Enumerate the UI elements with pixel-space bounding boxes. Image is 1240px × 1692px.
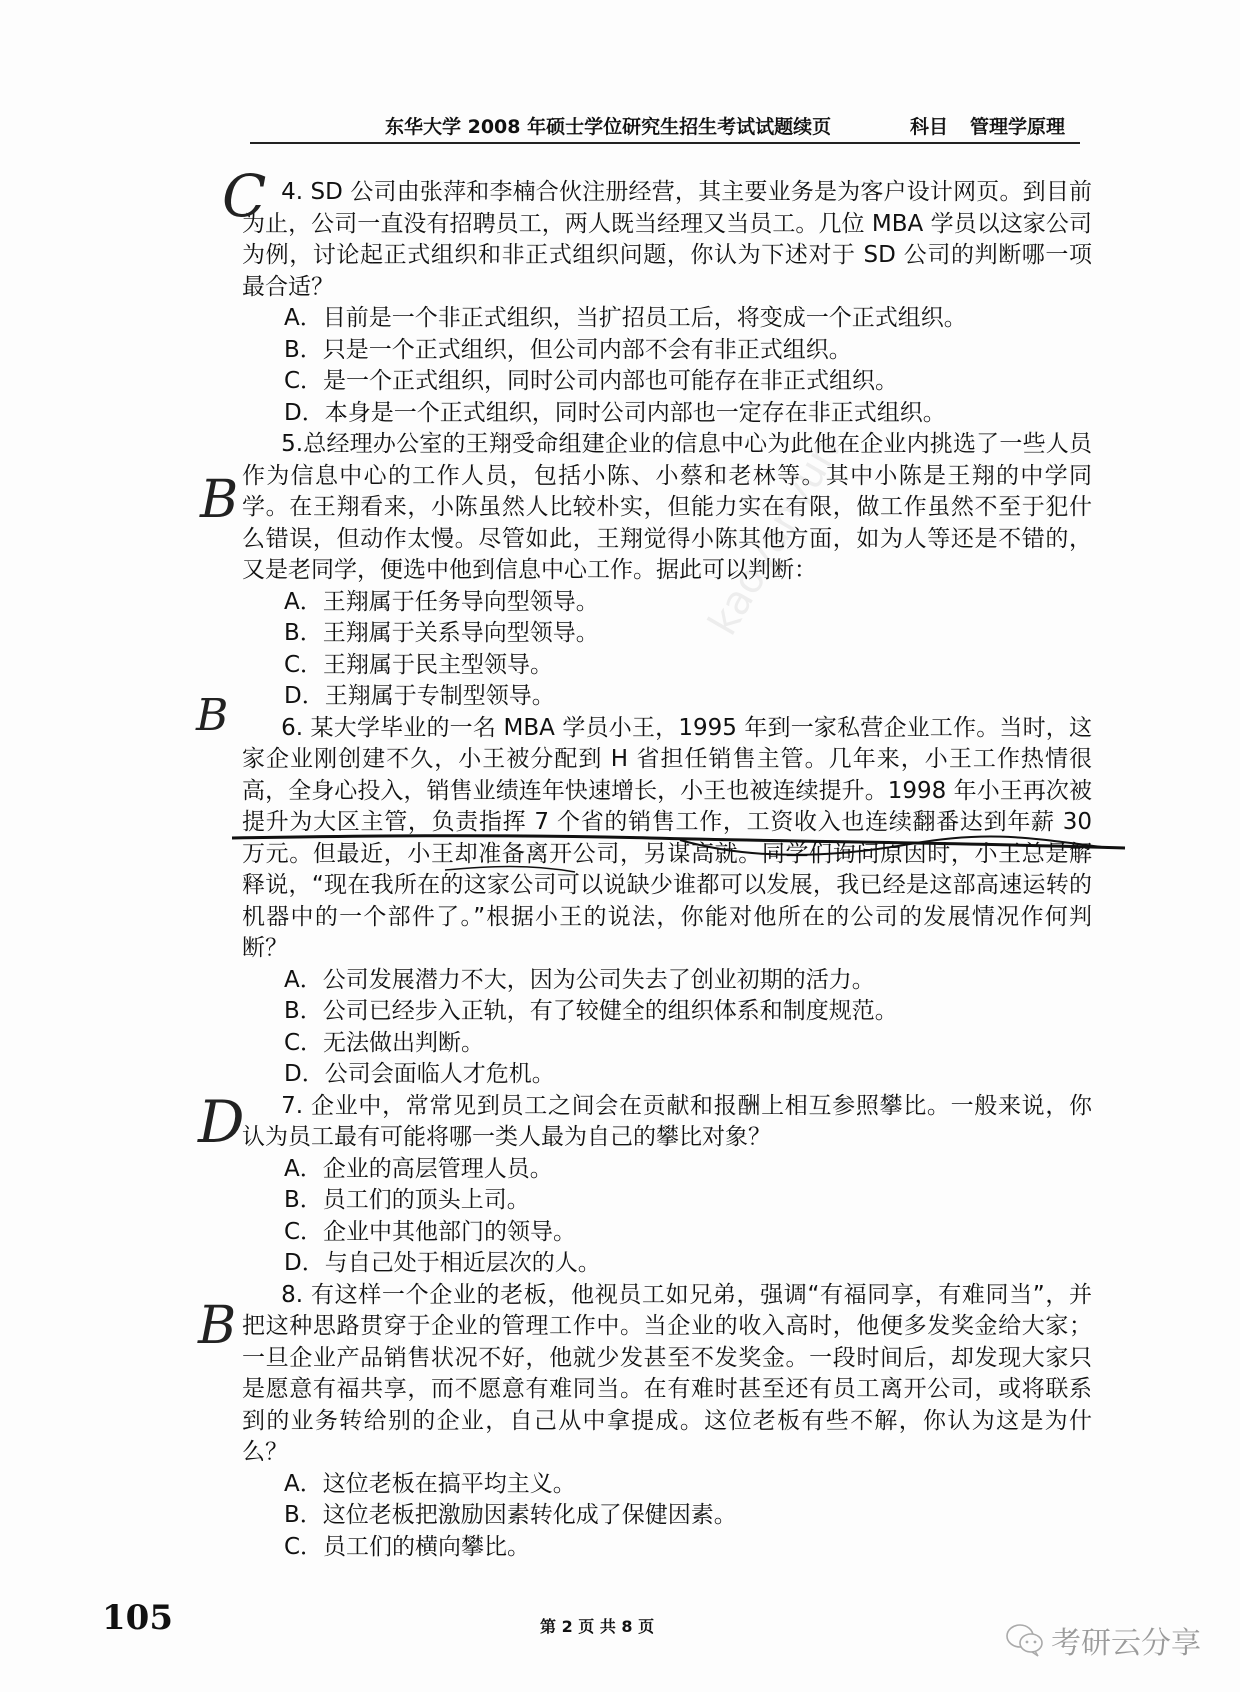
handwritten-strike-scribble: [230, 820, 1130, 890]
page-stamp-number: 105: [102, 1598, 173, 1638]
handwritten-answer-q6: B: [196, 690, 229, 741]
question-stem: SD 公司由张萍和李楠合伙注册经营，其主要业务是为客户设计网页。到目前为止，公司一直没有招聘员工，两人既当经理又当员工。几位 MBA 学员以这家公司为例，讨论起正式组织和非正式组织问题，你认为下述对于 SD 公司的判断哪一项最合适？: [242, 179, 1093, 300]
question-number: 6.: [281, 714, 304, 741]
option-a: A．企业的高层管理人员。: [284, 1155, 553, 1182]
option-b: B．只是一个正式组织，但公司内部不会有非正式组织。: [284, 336, 852, 363]
option-c: C．是一个正式组织，同时公司内部也可能存在非正式组织。: [284, 368, 899, 394]
handwritten-answer-q8: B: [198, 1296, 237, 1356]
option-b: B．这位老板把激励因素转化成了保健因素。: [284, 1502, 737, 1528]
question-stem: 企业中，常常见到员工之间会在贡献和报酬上相互参照攀比。一般来说，你认为员工最有可能将哪一类人最为自己的攀比对象？: [242, 1092, 1093, 1150]
option-a: A．这位老板在搞平均主义。: [284, 1470, 576, 1497]
option-c: C．无法做出判断。: [284, 1029, 485, 1056]
question-8: [242, 1280, 1092, 1564]
option-c: C．企业中其他部门的领导。: [284, 1218, 577, 1245]
option-a: A．王翔属于任务导向型领导。: [284, 588, 599, 615]
question-number: 5.: [281, 431, 304, 457]
option-d: D．公司会面临人才危机。: [284, 1061, 555, 1087]
option-b: B．员工们的顶头上司。: [284, 1187, 530, 1213]
question-number: 4.: [281, 179, 304, 205]
option-c: C．员工们的横向攀比。: [284, 1533, 531, 1560]
option-a: A．目前是一个非正式组织，当扩招员工后，将变成一个正式组织。: [284, 305, 967, 331]
handwritten-answer-q4: C: [222, 162, 267, 230]
subject: [910, 112, 1065, 139]
wechat-label: 考研云分享: [1051, 1626, 1201, 1661]
option-b: B．王翔属于关系导向型领导。: [284, 620, 599, 646]
header-divider: [250, 142, 1080, 144]
option-b: B．公司已经步入正轨，有了较健全的组织体系和制度规范。: [284, 998, 898, 1024]
question-stem: 某大学毕业的一名 MBA 学员小王，1995 年到一家私营企业工作。当时，这家企业刚创建不久，小王被分配到 H 省担任销售主管。几年来，小王工作热情很高，全身心投入，销售业绩连年快速增长，小王也被连续提升。1998 年小王再次被提升为大区主管，负责指挥 7 个省的销售工作，工资收入也连续翻番达到年薪 30 万元。但最近，小王却准备离开公司，另谋高就。同学们询问原因时，小王总是解释说，“现在我所在的这家公司可以说缺少谁都可以发展，我已经是这部高速运转的机器中的一个部件了。”根据小王的说法，你能对他所在的公司的发展情况作何判断？: [242, 714, 1092, 961]
option-d: D．本身是一个正式组织，同时公司内部也一定存在非正式组织。: [284, 399, 946, 426]
subject-label: 科目: [909, 116, 948, 138]
page-header: [250, 112, 1080, 142]
wechat-watermark: [1005, 1618, 1201, 1662]
wechat-icon: [1005, 1623, 1045, 1657]
question-number: 7.: [281, 1092, 304, 1119]
option-c: C．王翔属于民主型领导。: [284, 651, 554, 678]
option-a: A．公司发展潜力不大，因为公司失去了创业初期的活力。: [284, 966, 875, 993]
page-indicator: 第 2 页 共 8 页: [540, 1617, 655, 1636]
question-stem: 有这样一个企业的老板，他视员工如兄弟，强调“有福同享，有难同当”，并把这种思路贯穿于企业的管理工作中。当企业的收入高时，他便多发奖金给大家；一旦企业产品销售状况不好，他就少发甚至不发奖金。一段时间后，却发现大家只是愿意有福共享，而不愿意有难同当。在有难时甚至还有员工离开公司，或将联系到的业务转给别的企业，自己从中拿提成。这位老板有些不解，你认为这是为什么？: [242, 1281, 1092, 1465]
option-d: D．王翔属于专制型领导。: [284, 683, 555, 709]
option-d: D．与自己处于相近层次的人。: [284, 1250, 601, 1276]
exam-title: 东华大学 2008 年硕士学位研究生招生考试试题续页: [385, 116, 832, 138]
question-6: [242, 713, 1092, 1091]
handwritten-answer-q5: B: [200, 470, 239, 530]
question-4: [242, 177, 1092, 429]
question-number: 8.: [281, 1281, 304, 1308]
question-stem: 总经理办公室的王翔受命组建企业的信息中心为此他在企业内挑选了一些人员作为信息中心的工作人员，包括小陈、小蔡和老林等。其中小陈是王翔的中学同学。在王翔看来，小陈虽然人比较朴实，但能力实在有限，做工作虽然不至于犯什么错误，但动作太慢。尽管如此，王翔觉得小陈其他方面，如为人等还是不错的，又是老同学，便选中他到信息中心工作。据此可以判断：: [242, 431, 1092, 583]
handwritten-answer-q7: D: [198, 1088, 245, 1156]
subject-value: 管理学原理: [969, 116, 1065, 138]
watermark: kaoyanyun: [700, 430, 850, 643]
question-5: [242, 429, 1092, 713]
question-7: [242, 1091, 1092, 1280]
